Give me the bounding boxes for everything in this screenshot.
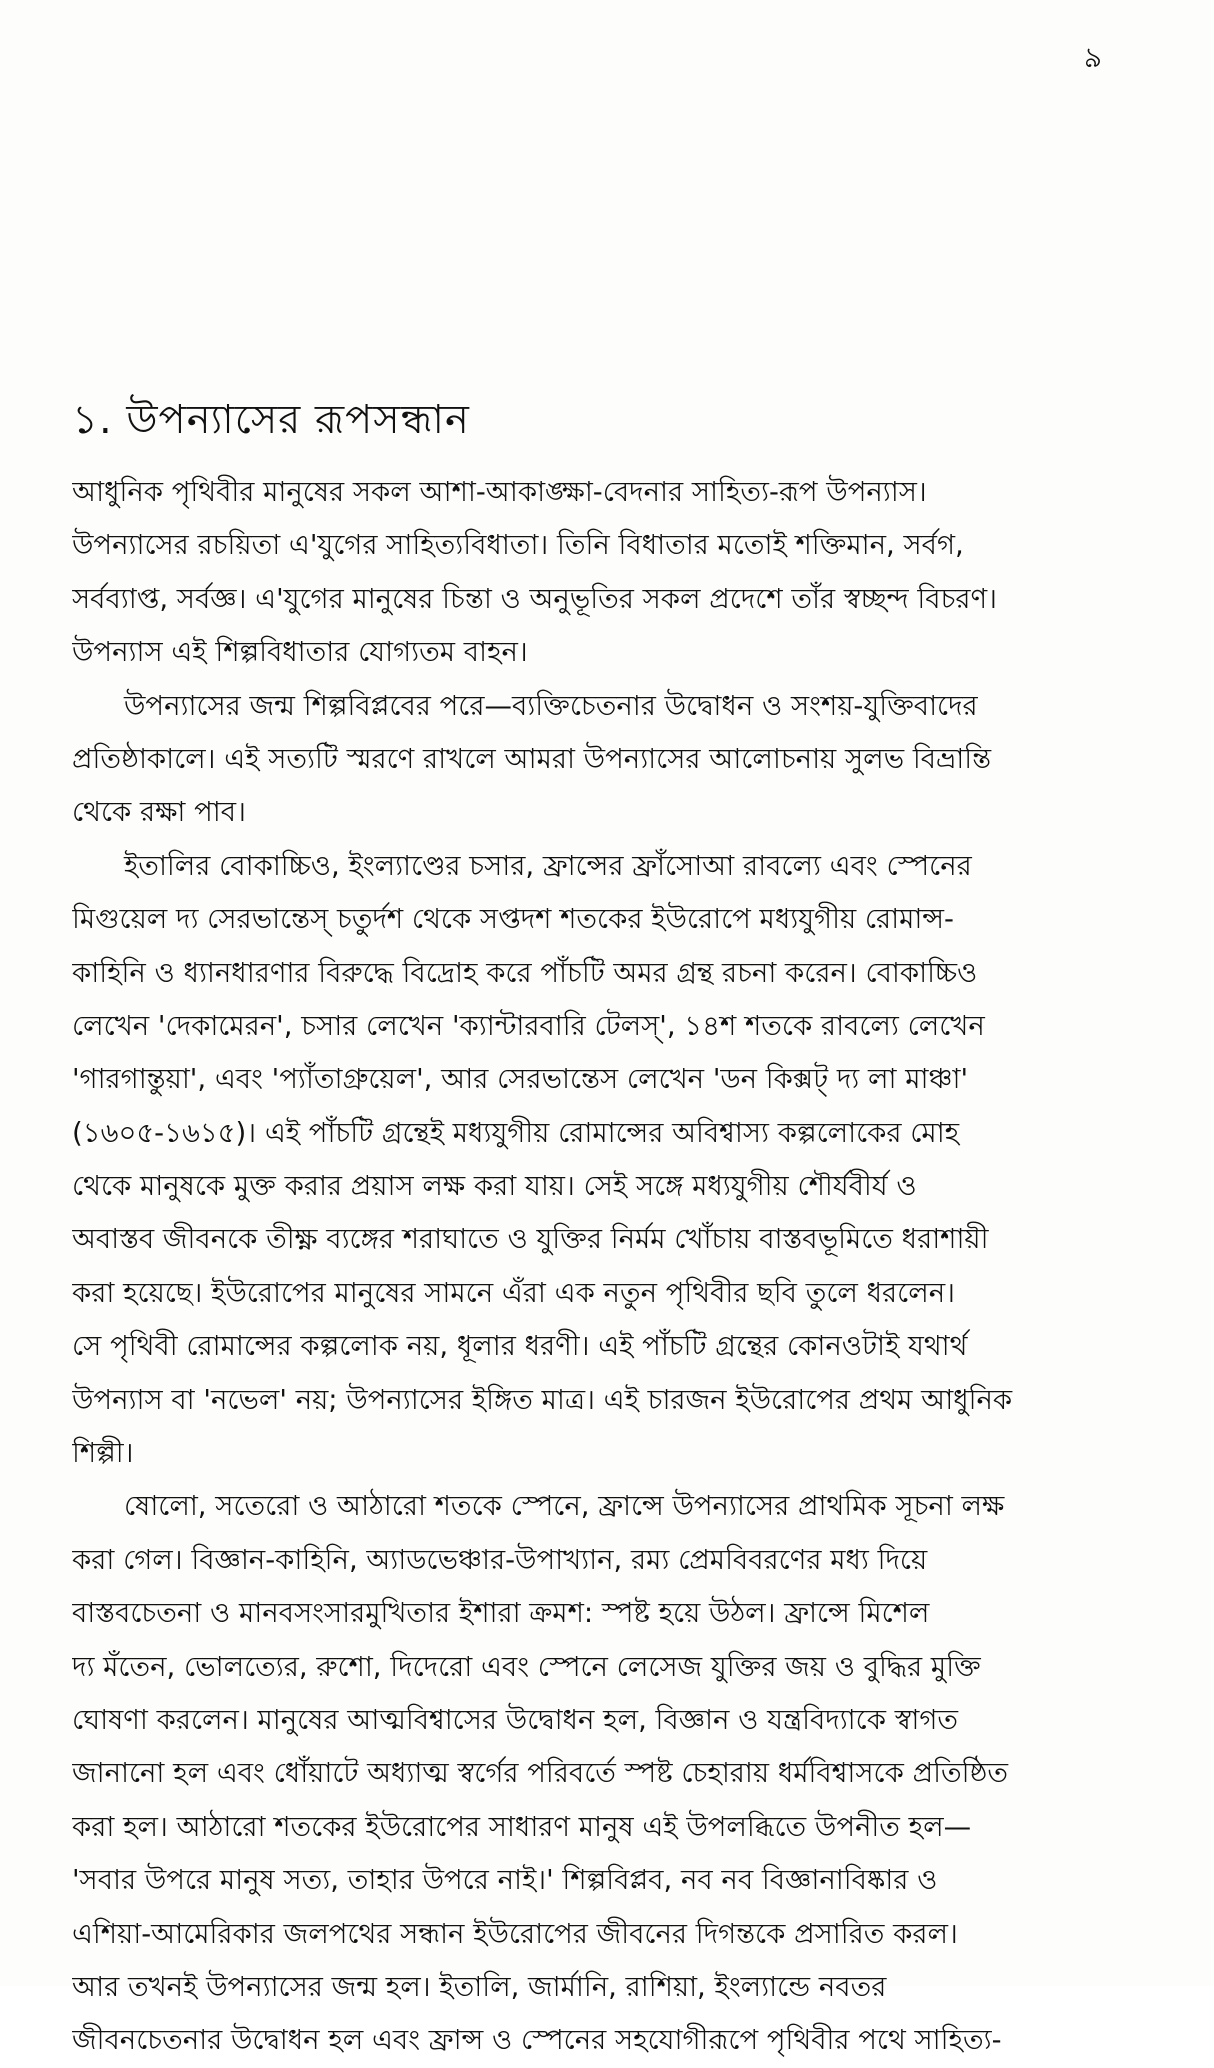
text-line: করা হয়েছে। ইউরোপের মানুষের সামনে এঁরা এক নতুন পৃথিবীর ছবি তুলে ধরলেন। — [72, 1276, 955, 1309]
text-line: ঘোষণা করলেন। মানুষের আত্মবিশ্বাসের উদ্বোধন হল, বিজ্ঞান ও যন্ত্রবিদ্যাকে স্বাগত — [72, 1703, 959, 1736]
text-line: 'সবার উপরে মানুষ সত্য, তাহার উপরে নাই।' শিল্পবিপ্লব, নব নব বিজ্ঞানাবিষ্কার ও — [72, 1864, 938, 1897]
text-line: উপন্যাসের রচয়িতা এ'যুগের সাহিত্যবিধাতা। তিনি বিধাতার মতোই শক্তিমান, সর্বগ, — [72, 529, 964, 562]
text-line: করা গেল। বিজ্ঞান-কাহিনি, অ্যাডভেঞ্চার-উপাখ্যান, রম্য প্রেমবিবরণের মধ্য দিয়ে — [72, 1543, 928, 1576]
text-line: জীবনচেতনার উদ্বোধন হল এবং ফ্রান্স ও স্পেনের সহযোগীরূপে পৃথিবীর পথে সাহিত্য- — [72, 2024, 1002, 2057]
text-line: দ্য মঁতেন, ভোলত্যের, রুশো, দিদেরো এবং স্পেনে লেসেজ যুক্তির জয় ও বুদ্ধির মুক্তি — [72, 1650, 981, 1683]
text-line: আর তখনই উপন্যাসের জন্ম হল। ইতালি, জার্মানি, রাশিয়া, ইংল্যান্ডে নবতর — [72, 1970, 887, 2003]
text-line: করা হল। আঠারো শতকের ইউরোপের সাধারণ মানুষ এই উপলব্ধিতে উপনীত হল— — [72, 1810, 972, 1843]
text-line: সর্বব্যাপ্ত, সর্বজ্ঞ। এ'যুগের মানুষের চিন্তা ও অনুভূতির সকল প্রদেশে তাঁর স্বচ্ছন্দ বিচরণ। — [72, 582, 998, 615]
text-line: কাহিনি ও ধ্যানধারণার বিরুদ্ধে বিদ্রোহ করে পাঁচটি অমর গ্রন্থ রচনা করেন। বোকাচ্চিও — [72, 956, 978, 989]
text-line: জানানো হল এবং ধোঁয়াটে অধ্যাত্ম স্বর্গের পরিবর্তে স্পষ্ট চেহারায় ধর্মবিশ্বাসকে প্রতিষ্ঠিত — [72, 1757, 1009, 1790]
chapter-title: ১. উপন্যাসের রূপসন্ধান — [72, 397, 470, 443]
text-line: ইতালির বোকাচ্চিও, ইংল্যাণ্ডের চসার, ফ্রান্সের ফ্রাঁসোআ রাবল্যে এবং স্পেনের — [124, 849, 972, 882]
text-line: প্রতিষ্ঠাকালে। এই সত্যটি স্মরণে রাখলে আমরা উপন্যাসের আলোচনায় সুলভ বিভ্রান্তি — [72, 742, 992, 775]
text-line: মিগুয়েল দ্য সেরভান্তেস্ চতুর্দশ থেকে সপ্তদশ শতকের ইউরোপে মধ্যযুগীয় রোমান্স- — [72, 903, 954, 936]
text-line: থেকে মানুষকে মুক্ত করার প্রয়াস লক্ষ করা যায়। সেই সঙ্গে মধ্যযুগীয় শৌর্যবীর্য ও — [72, 1170, 917, 1203]
text-line: উপন্যাস এই শিল্পবিধাতার যোগ্যতম বাহন। — [72, 636, 528, 669]
text-line: উপন্যাসের জন্ম শিল্পবিপ্লবের পরে—ব্যক্তিচেতনার উদ্বোধন ও সংশয়-যুক্তিবাদের — [124, 689, 978, 722]
page-number: ৯ — [1083, 41, 1102, 74]
text-line: বাস্তবচেতনা ও মানবসংসারমুখিতার ইশারা ক্রমশ: স্পষ্ট হয়ে উঠল। ফ্রান্সে মিশেল — [72, 1597, 930, 1630]
text-line: উপন্যাস বা 'নভেল' নয়; উপন্যাসের ইঙ্গিত মাত্র। এই চারজন ইউরোপের প্রথম আধুনিক — [72, 1383, 1013, 1416]
text-line: শিল্পী। — [72, 1437, 134, 1470]
text-line: 'গারগান্তুয়া', এবং 'প্যাঁতাগ্রুয়েল', আর সেরভান্তেস লেখেন 'ডন কিক্সট্ দ্য লা মাঞ্চা' — [72, 1063, 969, 1096]
text-line: থেকে রক্ষা পাব। — [72, 796, 246, 829]
text-line: সে পৃথিবী রোমান্সের কল্পলোক নয়, ধূলার ধরণী। এই পাঁচটি গ্রন্থের কোনওটাই যথার্থ — [72, 1330, 968, 1363]
text-line: অবাস্তব জীবনকে তীক্ষ্ণ ব্যঙ্গের শরাঘাতে ও যুক্তির নির্মম খোঁচায় বাস্তবভূমিতে ধরাশায়ী — [72, 1223, 989, 1256]
text-line: এশিয়া-আমেরিকার জলপথের সন্ধান ইউরোপের জীবনের দিগন্তকে প্রসারিত করল। — [72, 1917, 958, 1950]
text-line: ষোলো, সতেরো ও আঠারো শতকে স্পেনে, ফ্রান্সে উপন্যাসের প্রাথমিক সূচনা লক্ষ — [124, 1490, 1005, 1523]
text-line: আধুনিক পৃথিবীর মানুষের সকল আশা-আকাঙ্ক্ষা-বেদনার সাহিত্য-রূপ উপন্যাস। — [72, 476, 927, 508]
text-line: (১৬০৫-১৬১৫)। এই পাঁচটি গ্রন্থেই মধ্যযুগীয় রোমান্সের অবিশ্বাস্য কল্পলোকের মোহ — [72, 1116, 960, 1149]
body-text — [72, 466, 1146, 2068]
text-line: লেখেন 'দেকামেরন', চসার লেখেন 'ক্যান্টারবারি টেলস্', ১৪শ শতকে রাবল্যে লেখেন — [72, 1009, 985, 1042]
